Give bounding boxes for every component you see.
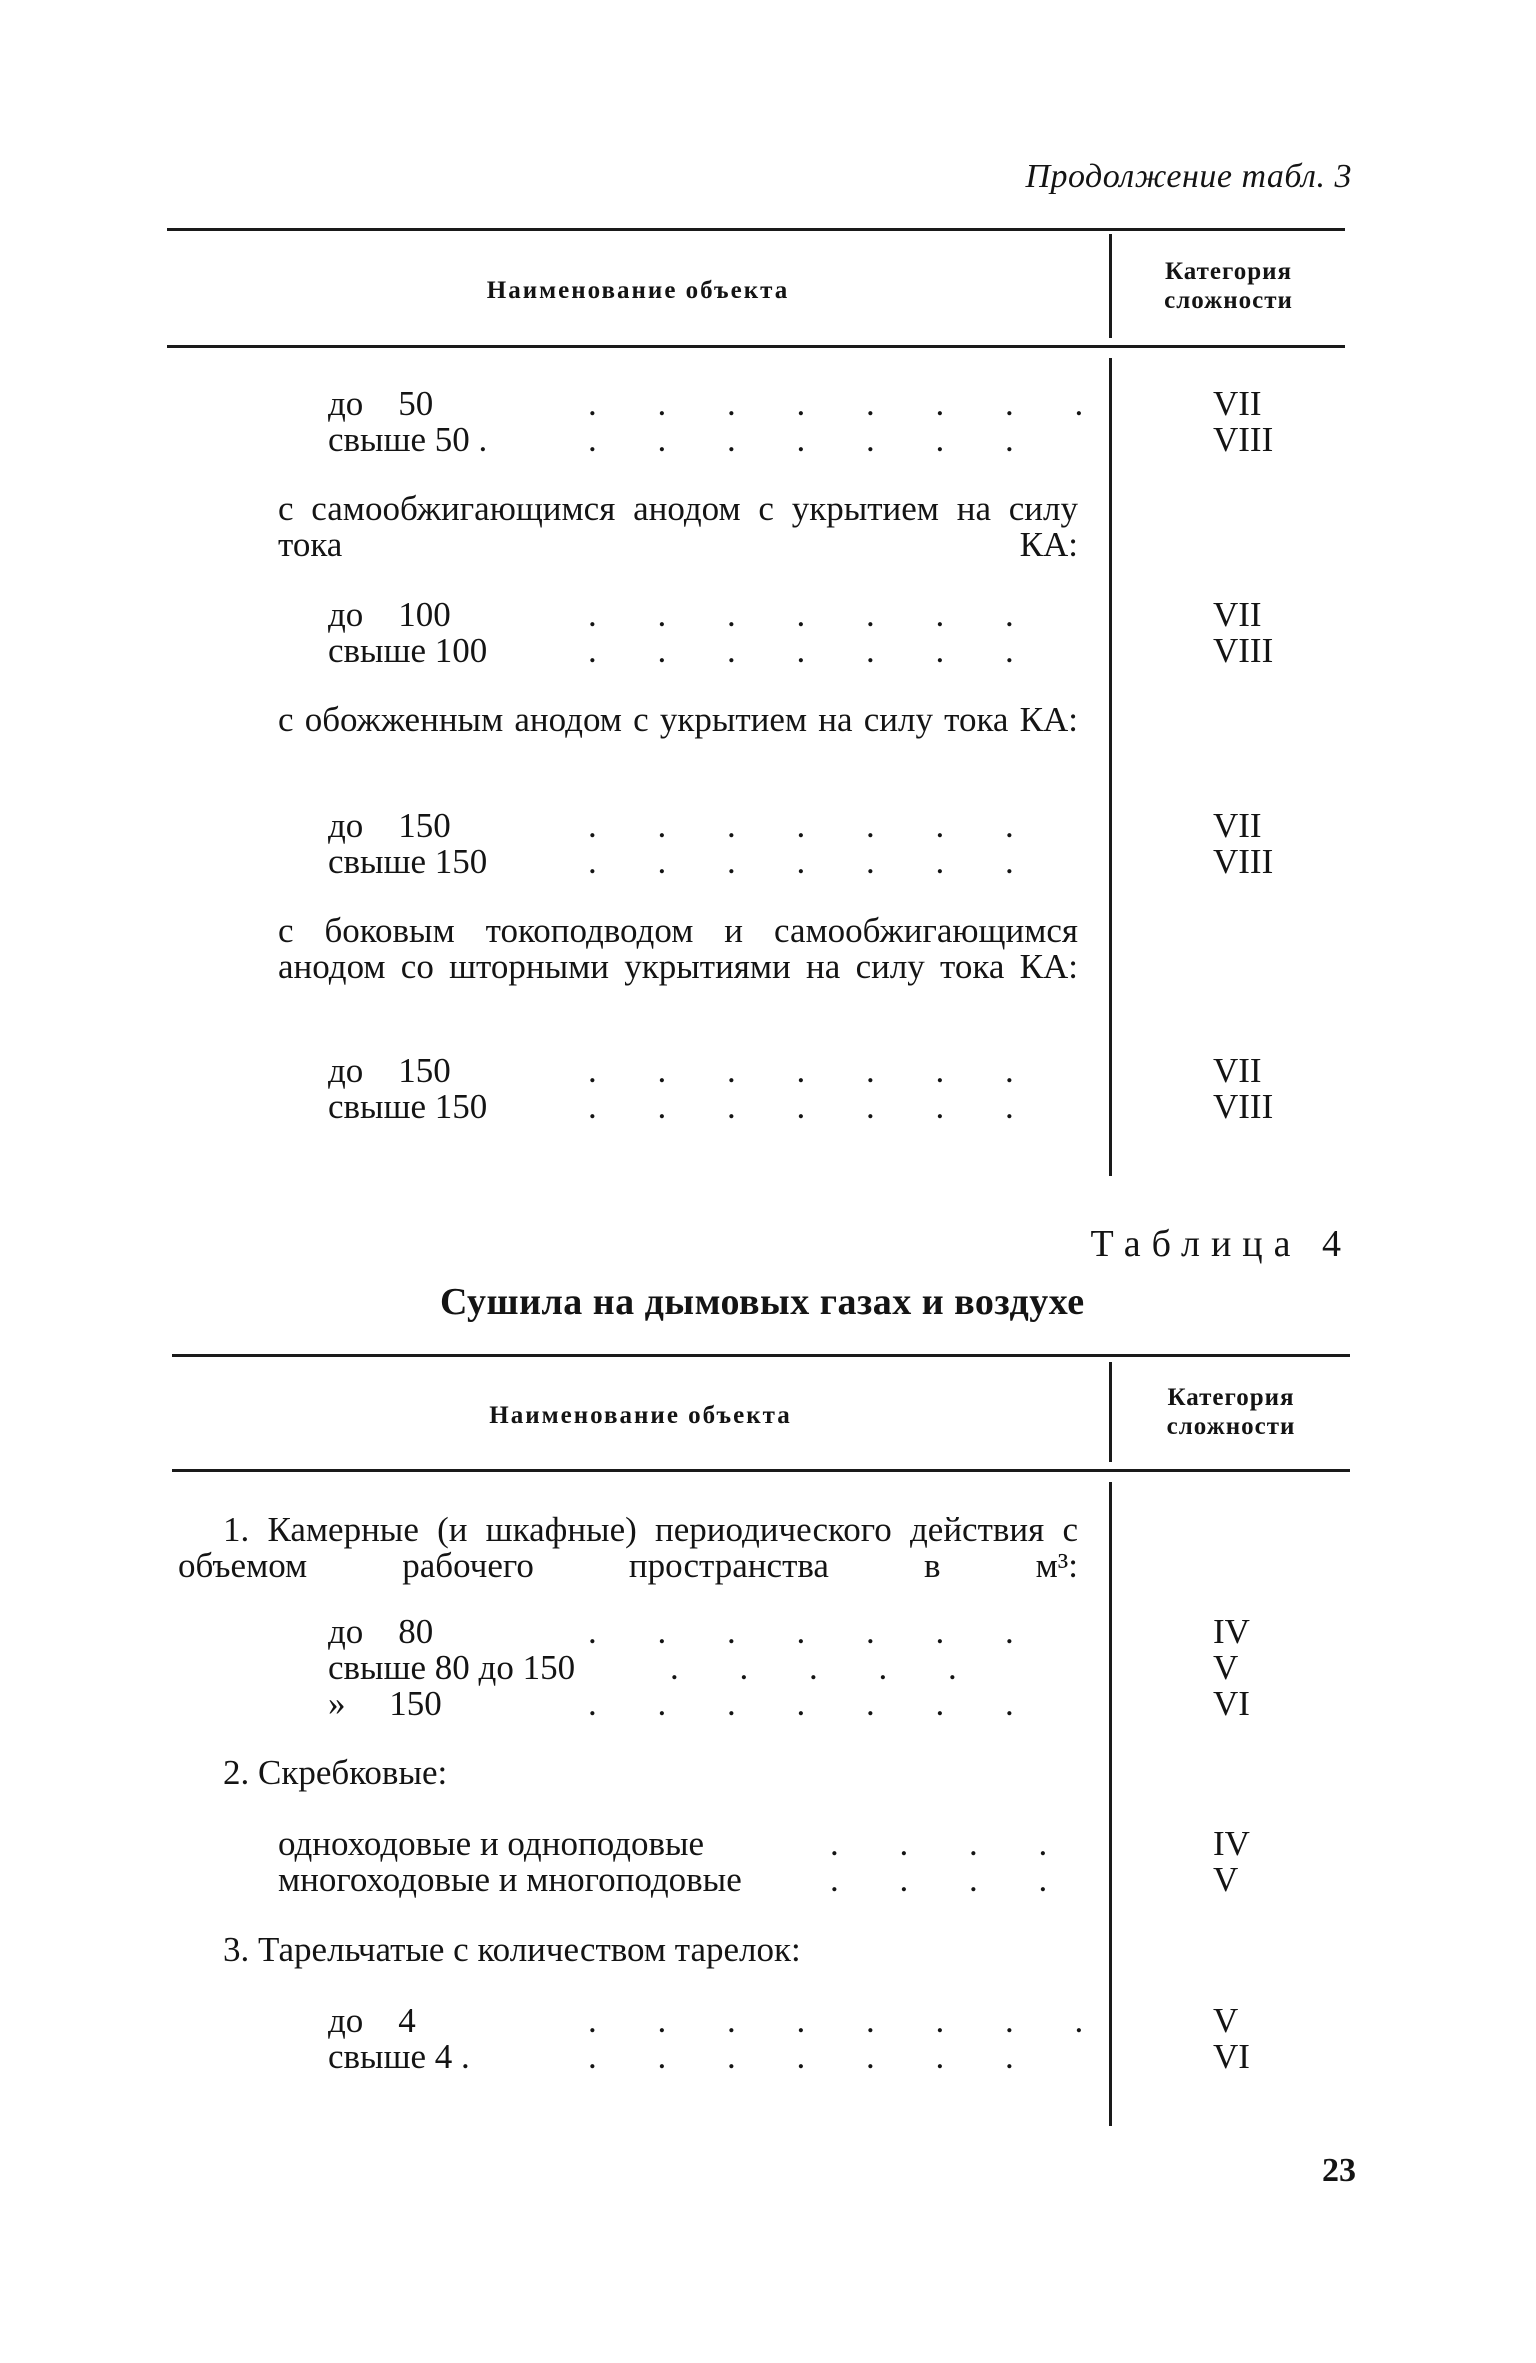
name-column-header: Наименование объекта xyxy=(489,1402,792,1429)
row-leader-dots: . . . . xyxy=(830,1824,1074,1863)
section-heading: с боковым токоподводом и самообжигающимся анодом со шторными укрытиями на силу тока КА: xyxy=(278,911,1078,986)
category-column-header xyxy=(1112,1383,1350,1441)
table-top-rule xyxy=(172,1354,1350,1357)
row-leader-dots: . . . . . . . xyxy=(588,1612,1040,1651)
row-leader-dots: . . . . . . . xyxy=(588,1684,1040,1723)
category-header-line1: Категория xyxy=(1164,258,1293,285)
row-category: VIII xyxy=(1213,842,1274,881)
row-label: одноходовые и одноподовые xyxy=(278,1824,705,1863)
row-label: до 4 xyxy=(328,2001,416,2040)
category-header-line2: сложности xyxy=(1166,1413,1296,1440)
body-column-divider xyxy=(1109,1482,1112,2126)
row-label: до 50 xyxy=(328,384,434,423)
row-category: VI xyxy=(1213,2037,1250,2076)
row-label: свыше 100 xyxy=(328,631,488,670)
row-category: V xyxy=(1213,2001,1239,2040)
header-bottom-rule xyxy=(172,1469,1350,1472)
section-heading: 3. Тарельчатые с количеством тарелок: xyxy=(223,1930,801,1969)
continuation-caption: Продолжение табл. 3 xyxy=(1025,158,1352,195)
row-category: V xyxy=(1213,1648,1239,1687)
category-header-line1: Категория xyxy=(1167,1384,1295,1411)
row-category: VII xyxy=(1213,806,1262,845)
row-leader-dots: . . . . . . . xyxy=(588,1087,1040,1126)
row-category: VIII xyxy=(1213,420,1274,459)
table-4-title: Сушила на дымовых газах и воздухе xyxy=(440,1281,1085,1323)
row-label: » 150 xyxy=(328,1684,442,1723)
table-4-label: Таблица 4 xyxy=(1090,1223,1352,1265)
section-heading: с обожженным анодом с укрытием на силу тока КА: xyxy=(278,700,1078,739)
row-category: V xyxy=(1213,1860,1239,1899)
row-leader-dots: . . . . xyxy=(830,1860,1074,1899)
row-label: свыше 150 xyxy=(328,1087,488,1126)
row-category: IV xyxy=(1213,1612,1250,1651)
row-label: до 100 xyxy=(328,595,451,634)
row-label: свыше 4 . xyxy=(328,2037,470,2076)
category-header-line2: сложности xyxy=(1164,287,1293,314)
header-bottom-rule xyxy=(167,345,1345,348)
row-category: VI xyxy=(1213,1684,1250,1723)
table-top-rule xyxy=(167,228,1345,231)
row-leader-dots: . . . . . . . xyxy=(588,806,1040,845)
row-label: свыше 50 . xyxy=(328,420,488,459)
name-column-header: Наименование объекта xyxy=(486,277,790,304)
row-label: до 150 xyxy=(328,806,451,845)
section-heading: 2. Скребковые: xyxy=(223,1753,448,1792)
row-leader-dots: . . . . . . . xyxy=(588,631,1040,670)
row-category: VIII xyxy=(1213,631,1274,670)
row-category: IV xyxy=(1213,1824,1250,1863)
row-leader-dots: . . . . . . . xyxy=(588,1051,1040,1090)
row-leader-dots: . . . . . . . xyxy=(588,2037,1040,2076)
row-leader-dots: . . . . . . . xyxy=(588,420,1040,459)
row-label: до 150 xyxy=(328,1051,451,1090)
row-leader-dots: . . . . . . . . xyxy=(588,384,1110,423)
row-label: свыше 150 xyxy=(328,842,488,881)
row-leader-dots: . . . . . . . xyxy=(588,595,1040,634)
row-label: многоходовые и многоподовые xyxy=(278,1860,742,1899)
section-heading: 1. Камерные (и шкафные) периодического действия с объемом рабочего пространства в м³: xyxy=(178,1510,1078,1585)
page-number: 23 xyxy=(1322,2152,1356,2189)
row-label: свыше 80 до 150 xyxy=(328,1648,576,1687)
row-leader-dots: . . . . . . . . xyxy=(588,2001,1110,2040)
section-heading: с самообжигающимся анодом с укрытием на силу тока КА: xyxy=(278,489,1078,564)
body-column-divider xyxy=(1109,358,1112,1176)
row-category: VII xyxy=(1213,595,1262,634)
row-leader-dots: . . . . . . . xyxy=(588,842,1040,881)
row-category: VII xyxy=(1213,1051,1262,1090)
category-column-header xyxy=(1112,257,1345,315)
row-category: VII xyxy=(1213,384,1262,423)
row-label: до 80 xyxy=(328,1612,434,1651)
row-category: VIII xyxy=(1213,1087,1274,1126)
row-leader-dots: . . . . . xyxy=(670,1648,983,1687)
